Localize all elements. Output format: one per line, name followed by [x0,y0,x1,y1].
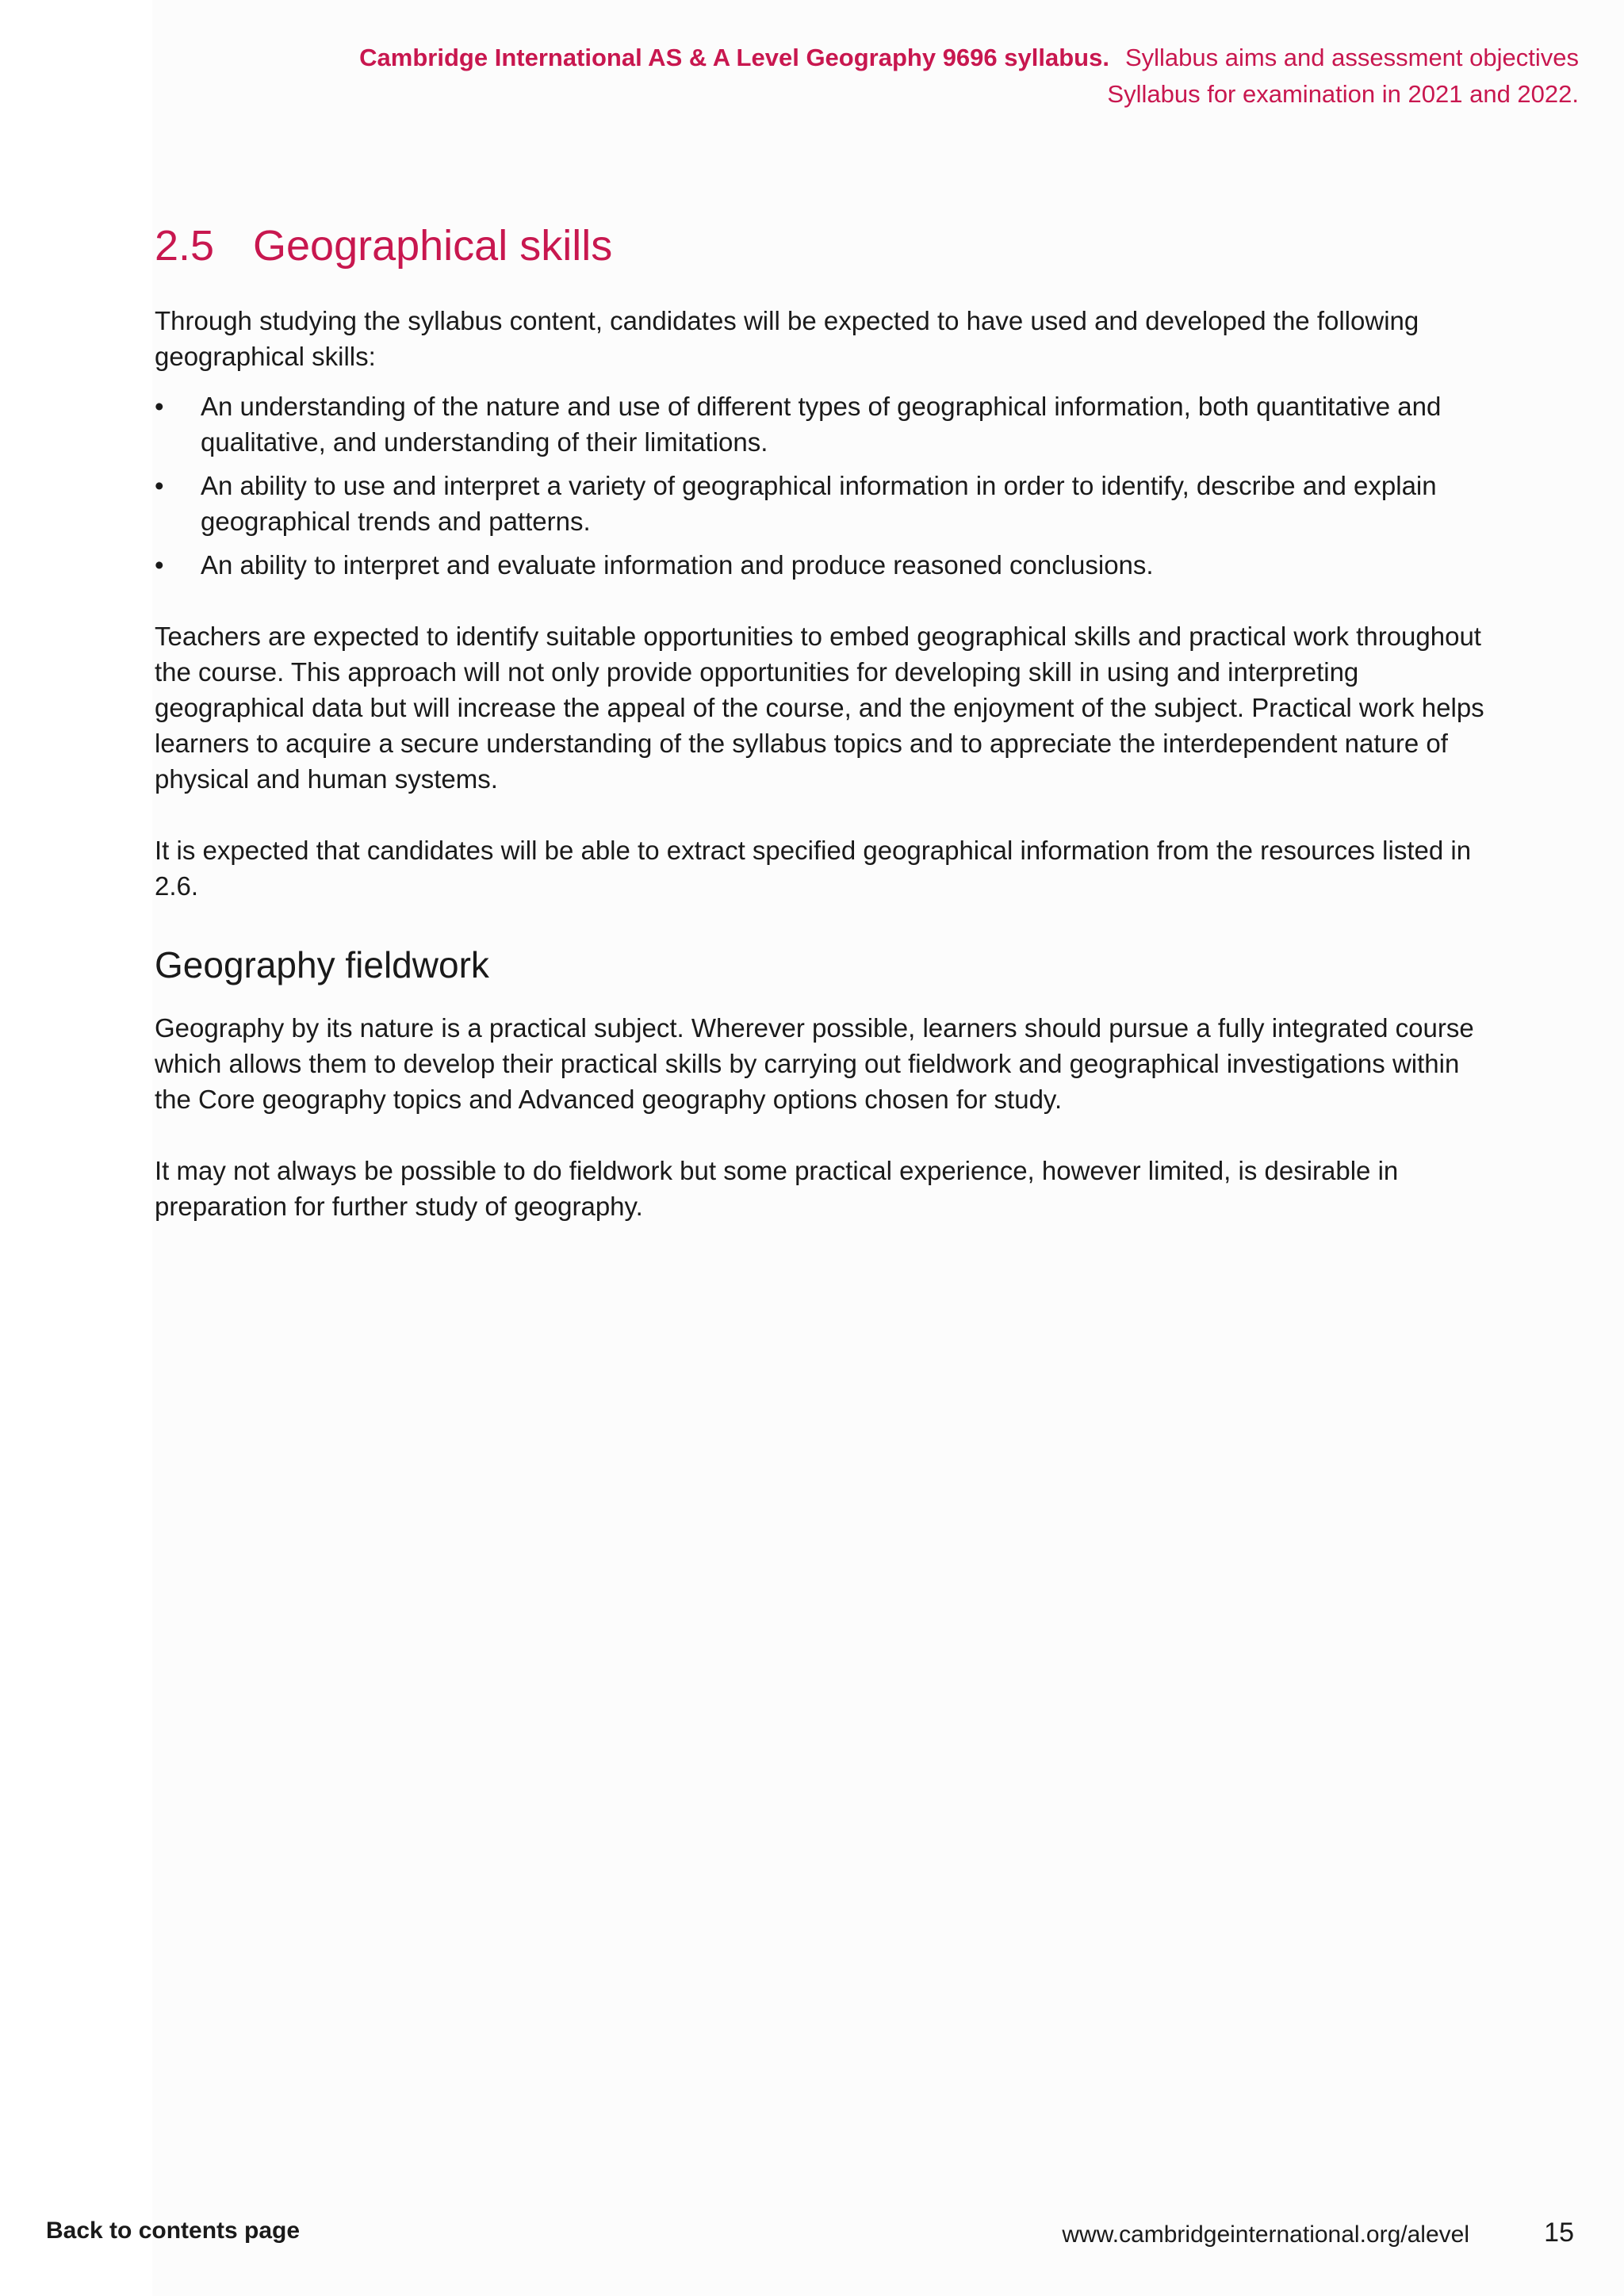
list-item [155,388,1487,460]
list-item [155,468,1487,539]
skill-text: An ability to interpret and evaluate information and produce reasoned conclusions. [201,550,1154,580]
intro-paragraph: Through studying the syllabus content, candidates will be expected to have used and developed the following geographical skills: [155,306,1419,371]
website-link[interactable]: www.cambridgeinternational.org/alevel [1062,2221,1469,2248]
bullet-icon: • [155,471,164,500]
teachers-paragraph: Teachers are expected to identify suitable opportunities to embed geographical skills and practical work throughout the course. This approach will not only provide opportunities for developing skill in using and interpreting geographical data but will increase the appeal of the course, and the enjoyment of the subject. Practical work helps learners to acquire a secure understanding of the syllabus topics and to appreciate the interdependent nature of physical and human systems. [155,622,1484,794]
section-heading [155,214,1487,277]
running-header [359,40,1579,113]
skill-text: An understanding of the nature and use of different types of geographical information, both quantitative and qualitative, and understanding of their limitations. [201,392,1442,457]
bullet-icon: • [155,392,164,421]
fieldwork-heading: Geography fieldwork [155,944,489,985]
back-to-contents-link[interactable]: Back to contents page [46,2218,301,2244]
exam-years: Syllabus for examination in 2021 and 2022. [1107,80,1579,108]
header-line-1 [359,40,1579,76]
skill-text: An ability to use and interpret a variety of geographical information in order to identify, describe and explain geographical trends and patterns. [201,471,1437,536]
section-title-text: Geographical skills [253,222,613,270]
bullet-icon: • [155,550,164,580]
fieldwork-paragraph-1: Geography by its nature is a practical subject. Wherever possible, learners should pursue a fully integrated course which allows them to develop their practical skills by carrying out fieldwork and geographical investigations within the Core geography topics and Advanced geography options chosen for study. [155,1013,1474,1114]
syllabus-title: Cambridge International AS & A Level Geography 9696 syllabus. [359,44,1109,71]
page-number: 15 [1544,2218,1574,2248]
resources-paragraph: It is expected that candidates will be able to extract specified geographical information from the resources listed in 2.6. [155,836,1472,901]
skills-list [155,388,1487,583]
section-number: 2.5 [155,222,215,270]
main-content [155,214,1487,1224]
fieldwork-paragraph-2: It may not always be possible to do fieldwork but some practical experience, however limited, is desirable in preparation for further study of geography. [155,1156,1399,1221]
list-item [155,547,1487,583]
section-title: Syllabus aims and assessment objectives [1124,44,1579,71]
